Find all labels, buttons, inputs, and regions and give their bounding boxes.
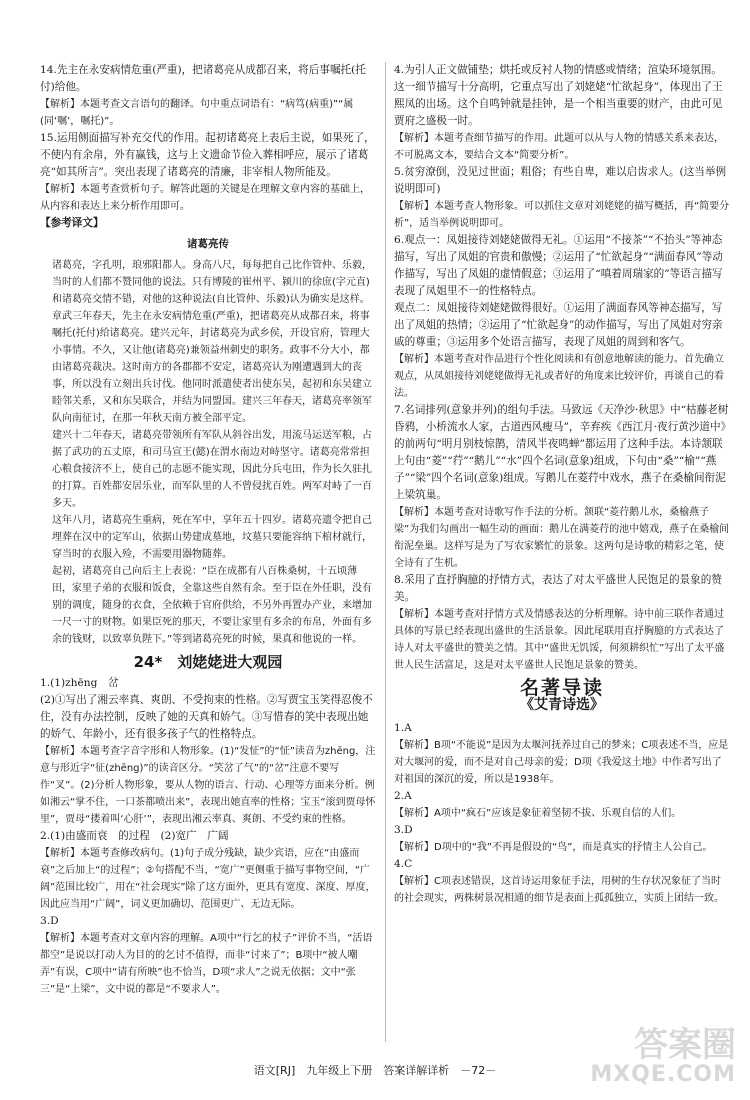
analysis-m4: 【解析】C项表述错误，这首诗运用象征手法，用树的生存状况象征了当时的社会现实，两株树景况相通的细节是表面上孤孤独立，实质上团结一致。 xyxy=(394,876,724,904)
answer-15: 15.运用侧面描写补充交代的作用。起初诸葛亮上表后主说，如果死了，不使内有余帛，外有赢钱，这与上文遗命节俭入葬相呼应，展示了诸葛亮“如其所言”。突出表现了诸葛亮的清廉，非宰相人物所能及。 xyxy=(40,132,375,178)
analysis-3: 【解析】本题考查对文章内容的理解。A项中“行乞的杖子”评价不当，“活语都空”是说以打动人为目的的乞讨不值得，而非“讨来了”；B项中“被人嘲弄”有误，C项中“请有所映”也不恰当，D项“求人”之说无依据；文中“张三”是“上梁”，文中说的都是“不要求人”。 xyxy=(40,933,373,995)
answer-m3: 3.D xyxy=(394,824,413,836)
analysis-r8: 【解析】本题考查对抒情方式及情感表达的分析理解。诗中前三联作者通过具体的写景已经表现出盛世的生活景象。因此尾联用直抒胸臆的方式表达了诗人对太平盛世的赞美之情。其中“盛世无饥馁，何须耕织忙”写出了太平盛世人民生活富足，这是对太平盛世人民饱足景象的赞美。 xyxy=(394,609,725,671)
answer-r7: 7.名词排列(意象并列)的组句手法。马致远《天净沙·秋思》中“枯藤老树昏鸦，小桥流水人家，古道西风瘦马”，辛弃疾《西江月·夜行黄沙道中》的前两句“明月别枝惊鹊，清风半夜鸣蝉”都运用了这种手法。本诗颔联上句由“菱”“荇”“鹅儿”“水”四个名词(意象)组成，下句由“桑”“榆”“燕子”“梁”四个名词(意象)组成。写鹅儿在菱荇中戏水，燕子在桑榆间衔泥上梁筑巢。 xyxy=(394,404,729,501)
translation-para-2: 章武三年春天，先主在永安病情危重(严重)，把诸葛亮从成都召来，将事嘱托(托付)给诸葛亮。建兴元年，封诸葛亮为武乡侯，开设官府，管理大小事情。不久，又让他(诸葛亮)兼领益州刺史的职务。政事不分大小，都由诸葛亮裁决。这时南方的各郡都不安定，诸葛亮认为刚遭遇到大的丧事，所以没有立刻出兵讨伐。他同时派遣使者出使东吴，起初和东吴建立睦邻关系，又和东吴联合，并结为同盟国。建兴三年春天，诸葛亮率领军队向南征讨，在那一年秋天南方被全部平定。 xyxy=(52,311,372,424)
analysis-m1: 【解析】B项“不能说”是因为太堰河抚养过自己的梦来；C项表述不当，应是对大堰河的爱，而不是对自己母亲的爱；D项《我爱这土地》中作者写出了对祖国的深沉的爱，所以是1938年。 xyxy=(394,740,729,785)
analysis-m3: 【解析】D项中的“我”不再是假设的“鸟”，而是真实的抒情主人公自己。 xyxy=(394,842,713,853)
analysis-r6: 【解析】本题考查对作品进行个性化阅读和有创意地解读的能力。首先确立观点，从凤姐接待刘姥姥做得无礼或者好的角度来比较评价，再谈自己的看法。 xyxy=(394,354,724,399)
analysis-r4: 【解析】本题考查细节描写的作用。此题可以从与人物的情感关系来表达，不可脱离文本，要结合文本“简要分析”。 xyxy=(394,133,724,161)
answer-r4: 4.为引人正文做铺垫；烘托或反衬人物的情感或情绪；渲染环境氛围。这一细节描写十分高明，它重点写出了刘姥姥“忙欲起身”，体现出了王熙凤的出场。这个自鸣钟就是挂钟，是一个相当重要的财产，由此可见贾府之盛极一时。 xyxy=(394,64,723,127)
translation-para-3: 建兴十二年春天，诸葛亮带领所有军队从斜谷出发，用流马运送军粮，占据了武功的五丈原，和司马宣王(懿)在渭水南边对峙坚守。诸葛亮常常担心粮食接济不上，使自己的志愿不能实现，因此分兵屯田，作为长久驻扎的打算。百姓都安居乐业，而军队里的人不曾侵扰百姓。两军对峙了一百多天。 xyxy=(52,430,372,509)
translation-para-4: 这年八月，诸葛亮生重病，死在军中，享年五十四岁。诸葛亮遗令把自己埋葬在汉中的定军山，依据山势建成墓地，坟墓只要能容纳下棺材就行，穿当时的衣服入殓，不需要用器物随葬。 xyxy=(52,515,372,560)
column-divider xyxy=(385,62,386,1042)
analysis-m2: 【解析】A项中“疯石”应该是象征着坚韧不拔、乐观自信的人们。 xyxy=(394,808,682,819)
analysis-1: 【解析】本题考查字音字形和人物形象。(1)“发怔”的“怔”读音为zhēng，注意与形近字“征(zhēng)”的读音区分。“笑岔了气”的“岔”注意不要写作“叉”。(2)分析人物形象，要从人物的语言、行动、心理等方面来分析。例如湘云“掌不住，一口茶都喷出来”，表现出她直率的性格；宝玉“滚到贾母怀里”，贾母“搂着叫‘心肝’”，表现出湘云率真、爽朗、不受约束的性格。 xyxy=(40,746,376,825)
section-title: 刘姥姥进大观园 xyxy=(177,653,283,671)
answer-r6-view-2: 观点二：凤姐接待刘姥姥做得很好。①运用了满面春风等神态描写，写出了凤姐的热情；②运用了“忙欲起身”的动作描写，写出了凤姐对穷亲戚的尊重；③运用多个处语言描写，表现了凤姐的周到和客气。 xyxy=(394,302,723,348)
answer-m2: 2.A xyxy=(394,790,412,802)
answer-r6-view-1: 6.观点一：凤姐接待刘姥姥做得无礼。①运用“不接茶”“不抬头”等神态描写，写出了凤姐的官贵和傲慢；②运用了“忙欲起身”“满面春风”等动作描写，写出了凤姐的虚情假意；③运用了“嗔着周瑞家的”等语言描写表现了凤姐里不一的性格特点。 xyxy=(394,234,723,297)
watermark-url: MXQE.COM xyxy=(590,1062,736,1087)
answer-3: 3.D xyxy=(40,915,59,927)
answer-14: 14.先主在永安病情危重(严重)，把诸葛亮从成都召来，将后事嘱托(托付)给他。 xyxy=(40,64,366,93)
watermark-text: 答案圈 xyxy=(634,1025,736,1065)
translation-para-1: 诸葛亮，字孔明，琅邪阳都人。身高八尺，每每把自己比作管仲、乐毅，当时的人们都不赞同他的说法。只有博陵的崔州平、颍川的徐庶(字元直)和诸葛亮交情不错，对他的这种说法(自比管仲、乐毅)认为确实是这样。 xyxy=(52,260,372,305)
classics-guide-subtitle: 《艾青诗选》 xyxy=(520,697,604,713)
section-24-heading: 24* 刘姥姥进大观园 xyxy=(133,653,283,671)
answer-m4: 4.C xyxy=(394,858,413,870)
analysis-r7: 【解析】本题考查对诗歌写作手法的分析。颔联“菱荇鹅儿水，桑榆燕子梁”为我们勾画出一幅生动的画面：鹅儿在满菱荇的池中嬉戏，燕子在桑榆间衔泥垒巢。这样写是为了写农家繁忙的景象。这两句是诗歌的精彩之笔，使全诗有了生机。 xyxy=(394,507,730,569)
left-column xyxy=(40,62,376,998)
translation-title: 诸葛亮传 xyxy=(187,238,229,250)
translation-para-5: 起初，诸葛亮自己向后主上表说：“臣在成都有八百株桑树，十五顷薄田，家里子弟的衣服和饭食，全靠这些自然有余。至于臣在外任职，没有别的调度，随身的衣食，全依赖于官府供给，不另外再置办产业，来增加一尺一寸的财物。如果臣死的那天，不要让家里有多余的布帛，外面有多余的钱财，以致辜负陛下。”等到诸葛亮死的时候，果真和他说的一样。 xyxy=(52,566,372,645)
answer-r8: 8.采用了直抒胸臆的抒情方式，表达了对太平盛世人民饱足的景象的赞美。 xyxy=(394,574,722,603)
analysis-14: 【解析】本题考查文言语句的翻译。句中重点词语有：“病笃(病重)”“属(同‘嘱’，嘱托)”。 xyxy=(40,99,354,127)
answer-2: 2.(1)由盛而衰 的过程 (2)宽广 广阔 xyxy=(40,830,229,842)
answer-1-1: 1.(1)zhēng 岔 xyxy=(40,677,119,689)
analysis-15: 【解析】本题考查赏析句子。解答此题的关键是在理解文章内容的基础上，从内容和表达上来分析作用即可。 xyxy=(40,184,370,212)
reference-translation-label: 【参考译文】 xyxy=(40,217,104,229)
answer-r5: 5.贫穷潦倒，没见过世面；粗俗；有些自卑，难以启齿求人。(这当举例说明即可) xyxy=(394,166,727,195)
analysis-r5: 【解析】本题考查人物形象。可以抓住文章对刘姥姥的描写概括，再“简要分析”，适当举例说明即可。 xyxy=(394,201,730,229)
page-footer: 语文[RJ] 九年级上下册 答案详解详析 －72－ xyxy=(253,1064,497,1077)
answer-1-2: (2)①写出了湘云率真、爽朗、不受拘束的性格。②写贾宝玉笑得忍俊不住，没有办法控制，反映了她的天真和娇气。③写惜春的笑中表现出她的娇气、年龄小，还有很多孩子气的性格特点。 xyxy=(40,694,373,740)
classics-guide-heading: 名著导读 xyxy=(519,677,604,699)
watermark xyxy=(590,1025,736,1090)
answer-m1: 1.A xyxy=(394,722,412,734)
right-column xyxy=(394,62,730,907)
analysis-2: 【解析】本题考查修改病句。(1)句子成分残缺，缺少宾语，应在“由盛而衰”之后加上“的过程”；②句搭配不当，“宽广”更侧重于描写事物空间，“广阔”范围比较广，用在“社会现实”除了这方面外，更具有宽度、深度、厚度，因此应当用“广阔”，词义更加确切、范围更广、无边无际。 xyxy=(40,848,376,910)
section-number: 24 xyxy=(133,653,155,671)
